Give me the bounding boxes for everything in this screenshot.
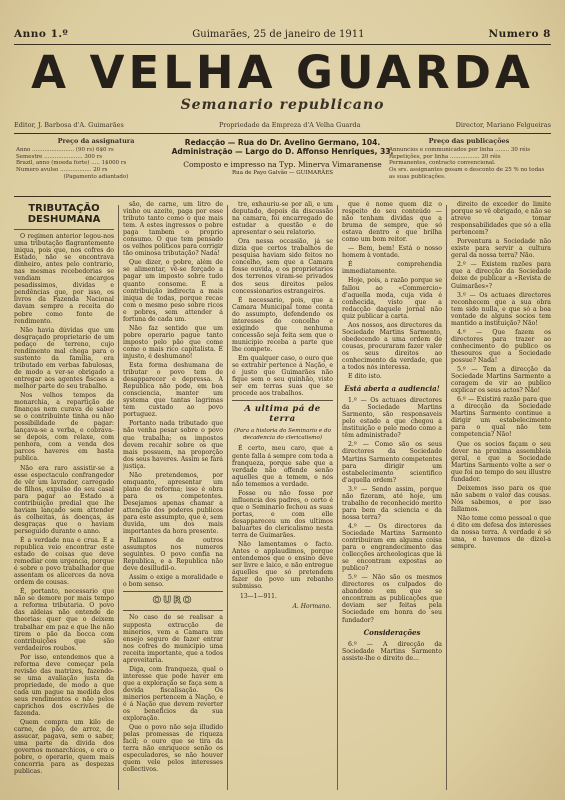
paragraph: É certo, meu caro, que a gente falla á sempre com toda a franqueza, porque sabe que a verdade não offende senão aquelles que a temem, e nós não tememos a verdade. [232, 445, 333, 488]
issue-number: Numero 8 [488, 28, 551, 40]
advert-prices-title: Preço das publicações [428, 137, 510, 145]
price-line: as suas publicações. [389, 173, 446, 180]
column-5 [451, 201, 551, 796]
column-1 [14, 201, 114, 796]
paragraph: Não faz sentido que um pobre operario pague tanto imposto pelo pão que come como o mais rico capitalista. É injusto, é deshumano! [123, 324, 223, 360]
column-4 [342, 201, 442, 796]
price-line: Brazil, anno (moeda forte) ..... 1$000 rs [16, 160, 127, 167]
divider [232, 400, 333, 401]
paragraph: É comprehendia immediatamente. [342, 261, 442, 276]
subscription-prices-title: Preço da assignatura [57, 137, 135, 145]
article-note: (Para a historia do Seminario e do decadencia do clericalismo) [234, 428, 331, 441]
article-date: 13—1—911. [240, 593, 277, 601]
paragraph: 3.º — Os actuaes directores reconhecem que a sua obra tem sido nulla, e que só a boa vontade de alguns socios tem mantido a instituição? Não! [451, 291, 551, 327]
paragraph: Não pretendemos, por emquanto, apresentar um plano de reforma; isso é obra para os competentes. Desejamos apenas chamar a attenção dos poderes publicos para este assumpto, que é, sem duvida, um dos mais importantes da hora presente. [123, 471, 223, 536]
advert-prices [389, 138, 549, 181]
typography-credit: Composto e impresso na Typ. Minerva Vimaranense [183, 160, 382, 169]
editor-credit: Editor, J. Barbosa d'A. Guimarães [14, 121, 124, 129]
masthead-subtitle: Semanario republicano [180, 97, 385, 113]
paragraph: 1.º — Os actuaes directores da Sociedade Martins Sarmento, são responsaveis pelo estado a que chegou a instituição e pelo modo como a têm administrado? [342, 397, 442, 440]
paragraph: Que o povo não seja illudido pelas promessas de riqueza facil; o ouro que se tira da terra não enriquece senão os especuladores, se não houver quem vele pelos interesses collectivos. [123, 724, 223, 774]
paragraph: Fosse ou não fosse por influencia dos padres, o certo é que o Seminario fechou as suas portas, e com elle desappareceu um dos ultimos baluartes do clericalismo nesta terra de Guimarães. [232, 489, 333, 540]
paragraph: 2.º — Existem razões para que a direcção da Sociedade deixe de publicar a «Revista de Guimarães»? [451, 261, 551, 290]
paragraph: 5.º — Tem a direcção da Sociedade Martins Sarmento a coragem de vir ao publico explicar os seus actos? Não! [451, 366, 551, 395]
column-separator [227, 205, 228, 790]
paragraph: Quem compra um kilo de carne, de pão, de arroz, de assucar, pagava, sem o saber, uma parte da divida dos governos monarchicos, e era o pobre, o operario, quem mais concorria para as despezas publicas. [14, 719, 114, 776]
price-line: Os srs. assignantes gosam o desconto de 25 % no todas [389, 167, 545, 174]
paragraph: Que dizer, o pobre, além de se alimentar, vê-se forçado a pagar um imposto sobre tudo quanto consome. É a contribuição indirecta a mais iniqua de todas, porque recae com o mesmo peso sobre ricos e pobres, sem attender á fortuna de cada um. [123, 259, 223, 323]
price-line: Anno ........................ (90 rs) 6$0 rs [16, 146, 114, 153]
column-3 [232, 201, 333, 796]
article-headline-ouro: OURO [152, 595, 194, 607]
paragraph: Porventura a Sociedade não existe para servir a cultura geral da nossa terra? Não. [451, 238, 551, 260]
paragraph: No caso de se realisar a supposta extracção de minerios, vem a Camara um ensejo seguro de fazer entrar nos cofres do municipio uma receita importante, que a todos aproveitaria. [123, 614, 223, 664]
price-line: Annuncios e communicados por linha ........ 30 réis [389, 146, 531, 153]
paragraph: Não havia dúvidas que um desgraçado proprietario de um pedaço de terreno, cujo rendimento mal chega para o sustento da familia, era tributado em verbas fabulosas, de modo a ver-se obrigado a entregar aos agentes fiscaes a melhor parte do seu trabalho. [14, 326, 114, 390]
redaccao-address: Redacção — Rua do Dr. Avelino Germano, 104. [184, 138, 381, 147]
paragraph: Fallamos de outros assumptos nos numeros seguintes. O povo confia na Republica, e a Republica não deve desilludil-o. [123, 537, 223, 573]
paragraph: Não era raro assistir-se a esse espectaculo confrangedor de vêr um lavrador, carregado de filhos, expulso do seu casal para pagar ao Estado a contribuição predial que lhe haviam lançado sem attender ás colheitas, ás doenças, ás desgraças que o haviam perseguido durante o anno. [14, 464, 114, 535]
paragraph: Esta forma deshumana de tributar o povo tem de desapparecer e depressa. A Republica não pode, em boa consciencia, manter um systema que tantas lagrimas tem custado ao povo portuguez. [123, 362, 223, 419]
column-separator [337, 205, 338, 790]
paragraph: Por isso, entendemos que a reforma deve começar pela revisão das matrizes, fazendo-se uma avaliação justa da propriedade, de modo a que cada um pague na medida dos seus rendimentos e não pelos caprichos dos escrivães de fazenda. [14, 653, 114, 718]
paragraph: 2.º — Como são os seus directores da Sociedade Martins Sarmento competentes para dirigir um estabelecimento scientifico d'aquella ordem? [342, 441, 442, 484]
issue-date: Guimarães, 25 de janeiro de 1911 [192, 28, 365, 40]
paragraph: Diga, com franqueza, qual o interesse que pode haver em que a exploração se faça sem a devida fiscalisação. Os minerios pertencem á Nação, e é á Nação que devem reverter os beneficios da sua exploração. [123, 665, 223, 723]
owner-credit: Propriedade da Empreza d'A Velha Guarda [219, 121, 361, 129]
price-line: Semestre ...................... 300 rs [16, 153, 103, 160]
divider [123, 591, 223, 592]
price-line: Numero avulso .................. 20 rs [16, 167, 108, 174]
paragraph: O regimen anterior legou-nos uma tributação flagrantemente iniqua, pois que, nos cofres do Estado, não se encontrava dinheiro, antes pelo contrario, nas mesmas recebedorias se vendiam encargos pesadissimos, dividas e pendências que, por isso, os livros da Fazenda Nacional davam sempre a receita do pobre como fonte de rendimento. [14, 233, 114, 325]
divider [14, 229, 114, 230]
paragraph: Portanto nada tributado que não venha pesar sobre o povo que trabalha; os impostos devem recahir sobre os que mais possuem, na proporção dos seus haveres. Assim se fará justiça. [123, 420, 223, 470]
director-credit: Director, Mariano Felgueiras [455, 121, 551, 129]
divider [123, 610, 223, 611]
paragraph: E dito isto. [348, 373, 382, 381]
paragraph: 6.º — Existirá razão para que a direcção da Sociedade Martins Sarmento continue a dirigir um estabelecimento para o qual não tem competencia? Não! [451, 396, 551, 439]
price-line: Repetições, por linha ................. 20 réis [389, 153, 501, 160]
header-topline [14, 27, 551, 41]
article-signature: A. Hormano. [292, 603, 331, 611]
paragraph: É a verdade nua e crua. E a republica veio encontrar este estado de coisas que deve remediar com urgencia, porque é sobre o povo trabalhador que assentam os alicerces da nova ordem de cousas. [14, 536, 114, 587]
paragraph: 5.º — Não são os mesmos directores os culpados do abandono em que se encontram as publicações que deviam ser feitas pela Sociedade em honra do seu fundador? [342, 574, 442, 624]
paragraph: tre, exhauriu-se por ali, e um deputado, depois da discussão na camara, foi encarregado de estudar a questão e de apresentar o seu relatorio. [232, 201, 333, 237]
paragraph: Ora nessa occasião, já se dizia que certos trabalhos de pesquisa haviam sido feitos no concelho, sem que a Camara fosse ouvida, e os proprietarios dos terrenos viram-se privados dos seus direitos pelos concessionarios estrangeiros. [232, 238, 333, 295]
article-columns [14, 201, 551, 796]
header-rule-mid [14, 133, 551, 134]
paragraph: 4.º — Que fazem os directores para trazer ao conhecimento do publico os thesouros que a Sociedade possue? Nada! [451, 328, 551, 364]
paragraph: Que os socios façam o seu dever na proxima assembleia geral, e que a Sociedade Martins Sarmento volte a ser o que foi no tempo do seu illustre fundador. [451, 440, 551, 483]
column-separator [446, 205, 447, 790]
paragraph: 3.º — Sendo assim, porque não fizeram, até hoje, um trabalho de reconhecido merito para bem da sciencia e da nossa terra? [342, 485, 442, 521]
paragraph: Deixemos isso para os que não sabem o valor das cousas. Nós sabemos, e por isso fallamos. [451, 484, 551, 513]
article-headline: TRIBUTAÇÃO DESHUMANA [27, 203, 101, 225]
paragraph: — Bem, bem! Está o nosso homem à vontade. [342, 245, 442, 260]
masthead-title: A VELHA GUARDA [31, 46, 534, 99]
administracao-address: Administração — Largo do D. Affonso Henriques, 33. [171, 147, 394, 156]
paragraph: É, portanto, necessario que não se demore por mais tempo a reforma tributaria. O povo das aldeias não entende de theorias: quer que o deixem trabalhar em paz e que lhe não tirem o pão da bocca com contribuições que são verdadeiros roubos. [14, 588, 114, 652]
header-rule-top [14, 44, 551, 45]
paragraph: 6.º — A direcção da Sociedade Martins Sarmento assiste-lhe o direito de... [342, 640, 442, 662]
typography-address: Rua de Payo Galvão — GUIMARÃES [232, 170, 333, 176]
volume-label: Anno 1.º [14, 28, 69, 40]
header-rule-bottom [14, 196, 551, 197]
paragraph: direito de exceder do limite porque se vê obrigado, e não se atreve a tomar responsabilidades que só a ella pertencem? [451, 201, 551, 237]
meta-line [14, 121, 551, 129]
paragraph: Aos nossos, aos directores da Sociedade Martins Sarmento, obedecendo a uma ordem de cousas, procuraram fazer valer os seus direitos ao conhecimento da verdade, que a todos nós interessa. [342, 321, 442, 372]
paragraph: Em qualquer caso, o ouro que se extrahir pertence á Nação, e é justo que Guimarães não fique sem o seu quinhão, visto ser em terras suas que se procede aos trabalhos. [232, 354, 333, 398]
paragraph: 4.º — Os directores da Sociedade Martins Sarmento contribuiram em alguma coisa para o engrandecimento das collecções archeologicas que lá se encontram expostas ao publico? [342, 522, 442, 573]
price-line: Permanentes, contracto convencional. [389, 160, 496, 167]
paragraph: Nos velhos tempos da monarchia, a repartição de finanças nem curava de saber se o contribuinte tinha ou não possibilidade de pagar: lançava-se a verba, e cobrava-se depois, com relaxe, com penhora, com a venda dos parcos haveres em hasta publica. [14, 392, 114, 463]
paragraph: são, de carne, um litro de vinho ou azeite, paga por esse tributo tanto como o que mais tem. A estes ingressos o pobre paga tambem o proprio consumo. O que tem pensado os velhos politicos para corrigir tão ominosa tributação? Nada! [123, 201, 223, 258]
paragraph: É necessario, pois, que a Camara Municipal tome conta do assumpto, defendendo os interesses do concelho e exigindo que nenhuma concessão seja feita sem que o municipio receba a parte que lhe compete. [232, 296, 333, 353]
article-headline-ultima-pa: A ultima pá de terra [244, 404, 321, 425]
column-2 [123, 201, 223, 796]
paragraph: Hoje, pois, a razão porque se fallou ao «Commercio» d'aquella moda, cuja vida é conhecida, visto que a redacção daquele jornal não quiz publicar a carta. [342, 277, 442, 320]
paragraph: Não tome como pessoal o que é dito em defesa dos interesses da nossa terra. A verdade é só uma, e havemos de dizel-a sempre. [451, 514, 551, 551]
paragraph: Não lamentamos o facto. Antes o applaudimos, porque entendemos que o ensino deve ser livre e laico, e não entregue áquelles que só pretendem fazer do povo um rebanho submisso. [232, 541, 333, 591]
paragraph: Assim o exige a moralidade e o bom senso. [123, 574, 223, 589]
paragraph: que é nome quem diz o respeito do seu conteúdo — não tenham dividas que a bruma de sempre, que só estava dentro e que brilha como um bom reitor. [342, 201, 442, 244]
price-line: (Pagamento adiantado) [63, 173, 129, 180]
article-subhead: Está aberta a audiencia! [344, 384, 440, 394]
section-subhead: Considerações [363, 627, 421, 637]
column-separator [118, 205, 119, 790]
